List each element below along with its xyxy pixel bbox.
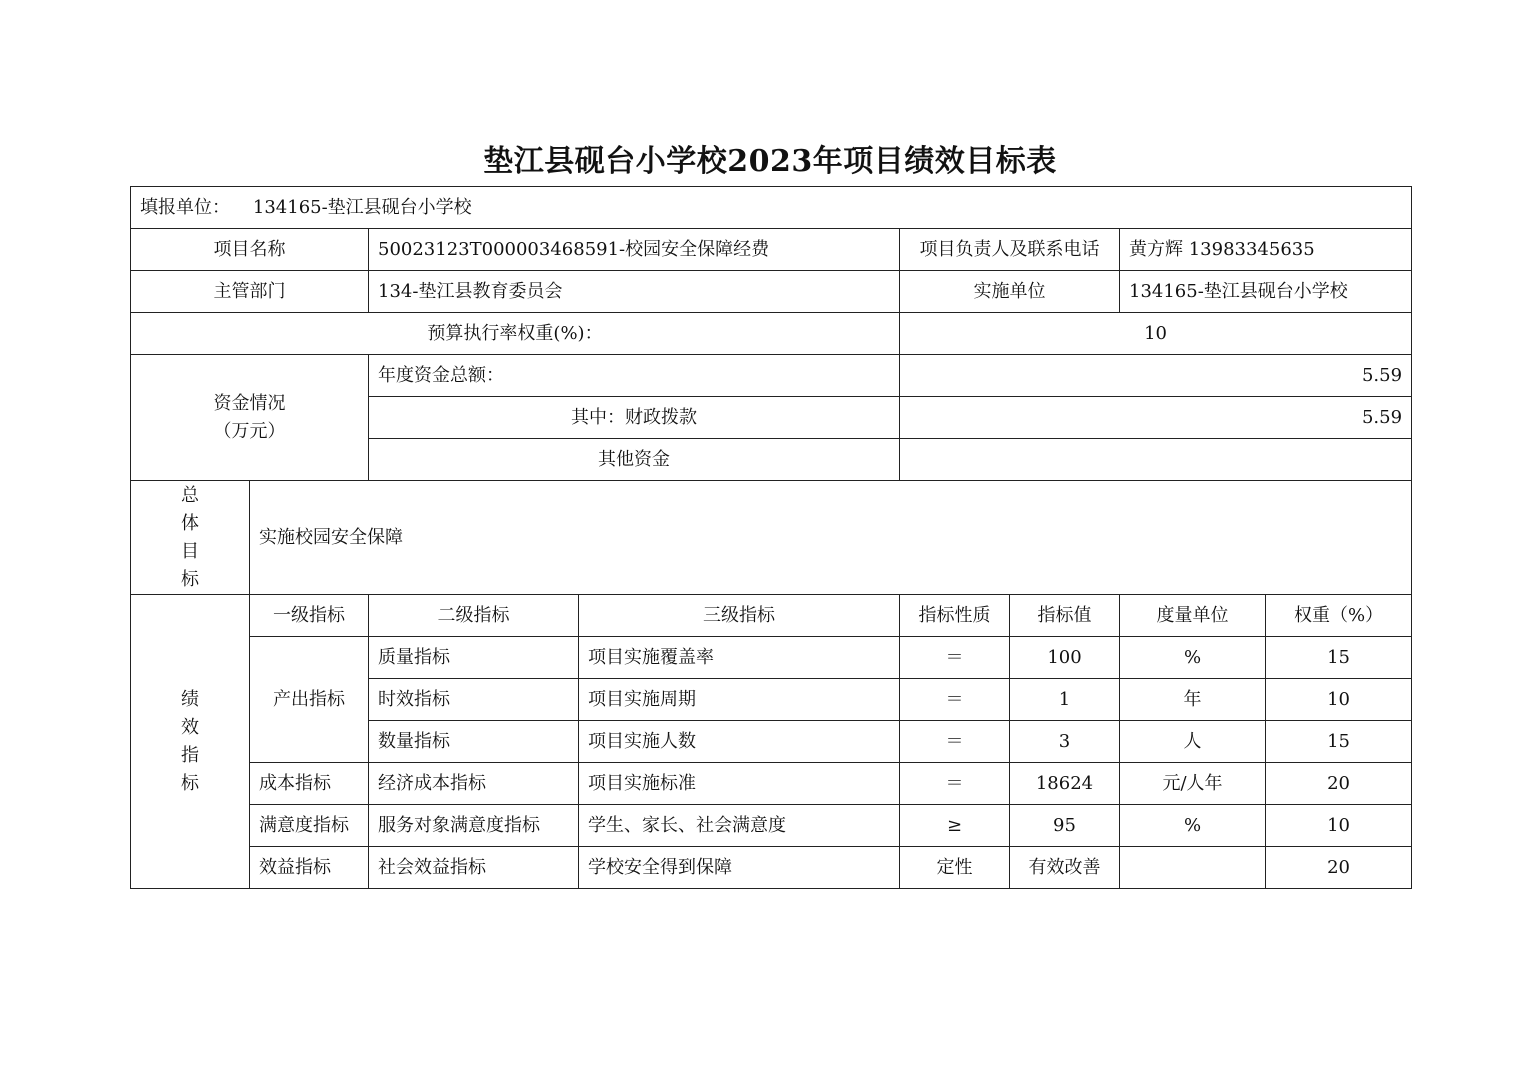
funds-total-label: 年度资金总额：: [369, 355, 900, 397]
goal-label-char: 目: [181, 540, 199, 562]
table-row: [131, 847, 1412, 889]
row-value: 100: [1010, 637, 1120, 679]
goal-label-char: 总: [181, 484, 199, 506]
row-nature: ＝: [900, 679, 1010, 721]
header-level2: 二级指标: [369, 595, 579, 637]
header-level3: 三级指标: [579, 595, 900, 637]
row-weight: 15: [1266, 721, 1412, 763]
filler-label: 填报单位：: [140, 196, 230, 218]
performance-target-table: [130, 186, 1412, 889]
row-level3: 项目实施周期: [579, 679, 900, 721]
indicators-label: [131, 595, 250, 889]
row-weight: 15: [1266, 637, 1412, 679]
row-level2: 质量指标: [369, 637, 579, 679]
goal-label-char: 体: [181, 512, 199, 534]
row-unit: %: [1120, 637, 1266, 679]
row-level3: 项目实施覆盖率: [579, 637, 900, 679]
row-level2: 服务对象满意度指标: [369, 805, 579, 847]
filler-row: [131, 187, 1412, 229]
budget-weight-row: [131, 313, 1412, 355]
row-value: 18624: [1010, 763, 1120, 805]
funds-label-line2: （万元）: [213, 420, 286, 442]
project-name-label: 项目名称: [131, 229, 369, 271]
row-unit: %: [1120, 805, 1266, 847]
funds-label-line1: 资金情况: [213, 392, 286, 414]
budget-weight-value: 10: [900, 313, 1412, 355]
budget-weight-label: 预算执行率权重(%)：: [131, 313, 900, 355]
funds-label: [131, 355, 369, 481]
project-name-value: 50023123T000003468591-校园安全保障经费: [369, 229, 900, 271]
row-level3: 学校安全得到保障: [579, 847, 900, 889]
row-unit: 人: [1120, 721, 1266, 763]
output-indicator-label: 产出指标: [250, 637, 369, 763]
dept-label: 主管部门: [131, 271, 369, 313]
goal-label: [131, 481, 250, 595]
row-unit: 年: [1120, 679, 1266, 721]
row-nature: ＝: [900, 721, 1010, 763]
row-level1: 成本指标: [250, 763, 369, 805]
row-value: 3: [1010, 721, 1120, 763]
table-row: [131, 763, 1412, 805]
indicators-label-char: 标: [181, 772, 199, 794]
goal-value: 实施校园安全保障: [250, 481, 1412, 595]
row-value: 95: [1010, 805, 1120, 847]
dept-value: 134-垫江县教育委员会: [369, 271, 900, 313]
filler-value: 134165-垫江县砚台小学校: [252, 196, 472, 218]
row-weight: 20: [1266, 763, 1412, 805]
contact-label: 项目负责人及联系电话: [900, 229, 1120, 271]
goal-row: [131, 481, 1412, 595]
funds-fiscal-value: 5.59: [900, 397, 1412, 439]
row-level2: 社会效益指标: [369, 847, 579, 889]
indicator-header-row: [131, 595, 1412, 637]
goal-label-char: 标: [181, 568, 199, 590]
row-level3: 学生、家长、社会满意度: [579, 805, 900, 847]
header-weight: 权重（%）: [1266, 595, 1412, 637]
dept-row: [131, 271, 1412, 313]
row-value: 1: [1010, 679, 1120, 721]
row-weight: 10: [1266, 679, 1412, 721]
row-level2: 经济成本指标: [369, 763, 579, 805]
impl-value: 134165-垫江县砚台小学校: [1120, 271, 1412, 313]
table-row: [131, 805, 1412, 847]
header-value: 指标值: [1010, 595, 1120, 637]
row-level2: 时效指标: [369, 679, 579, 721]
row-weight: 20: [1266, 847, 1412, 889]
row-level3: 项目实施标准: [579, 763, 900, 805]
funds-other-value: [900, 439, 1412, 481]
page-title: 垫江县砚台小学校2023年项目绩效目标表: [483, 144, 1057, 179]
funds-other-label: 其他资金: [369, 439, 900, 481]
row-nature: ＝: [900, 637, 1010, 679]
project-name-row: [131, 229, 1412, 271]
indicators-label-char: 指: [181, 744, 199, 766]
filler-cell: [131, 187, 1412, 229]
row-nature: ≥: [900, 805, 1010, 847]
header-nature: 指标性质: [900, 595, 1010, 637]
table-row: [131, 637, 1412, 679]
funds-total-row: [131, 355, 1412, 397]
funds-total-value: 5.59: [900, 355, 1412, 397]
header-unit: 度量单位: [1120, 595, 1266, 637]
row-level3: 项目实施人数: [579, 721, 900, 763]
row-level2: 数量指标: [369, 721, 579, 763]
row-weight: 10: [1266, 805, 1412, 847]
row-unit: 元/人年: [1120, 763, 1266, 805]
row-unit: [1120, 847, 1266, 889]
header-level1: 一级指标: [250, 595, 369, 637]
contact-value: 黄方辉 13983345635: [1120, 229, 1412, 271]
row-nature: 定性: [900, 847, 1010, 889]
impl-label: 实施单位: [900, 271, 1120, 313]
indicators-label-char: 绩: [181, 688, 199, 710]
indicators-label-char: 效: [181, 716, 199, 738]
funds-fiscal-label: 其中：财政拨款: [369, 397, 900, 439]
row-nature: ＝: [900, 763, 1010, 805]
row-level1: 效益指标: [250, 847, 369, 889]
row-level1: 满意度指标: [250, 805, 369, 847]
row-value: 有效改善: [1010, 847, 1120, 889]
